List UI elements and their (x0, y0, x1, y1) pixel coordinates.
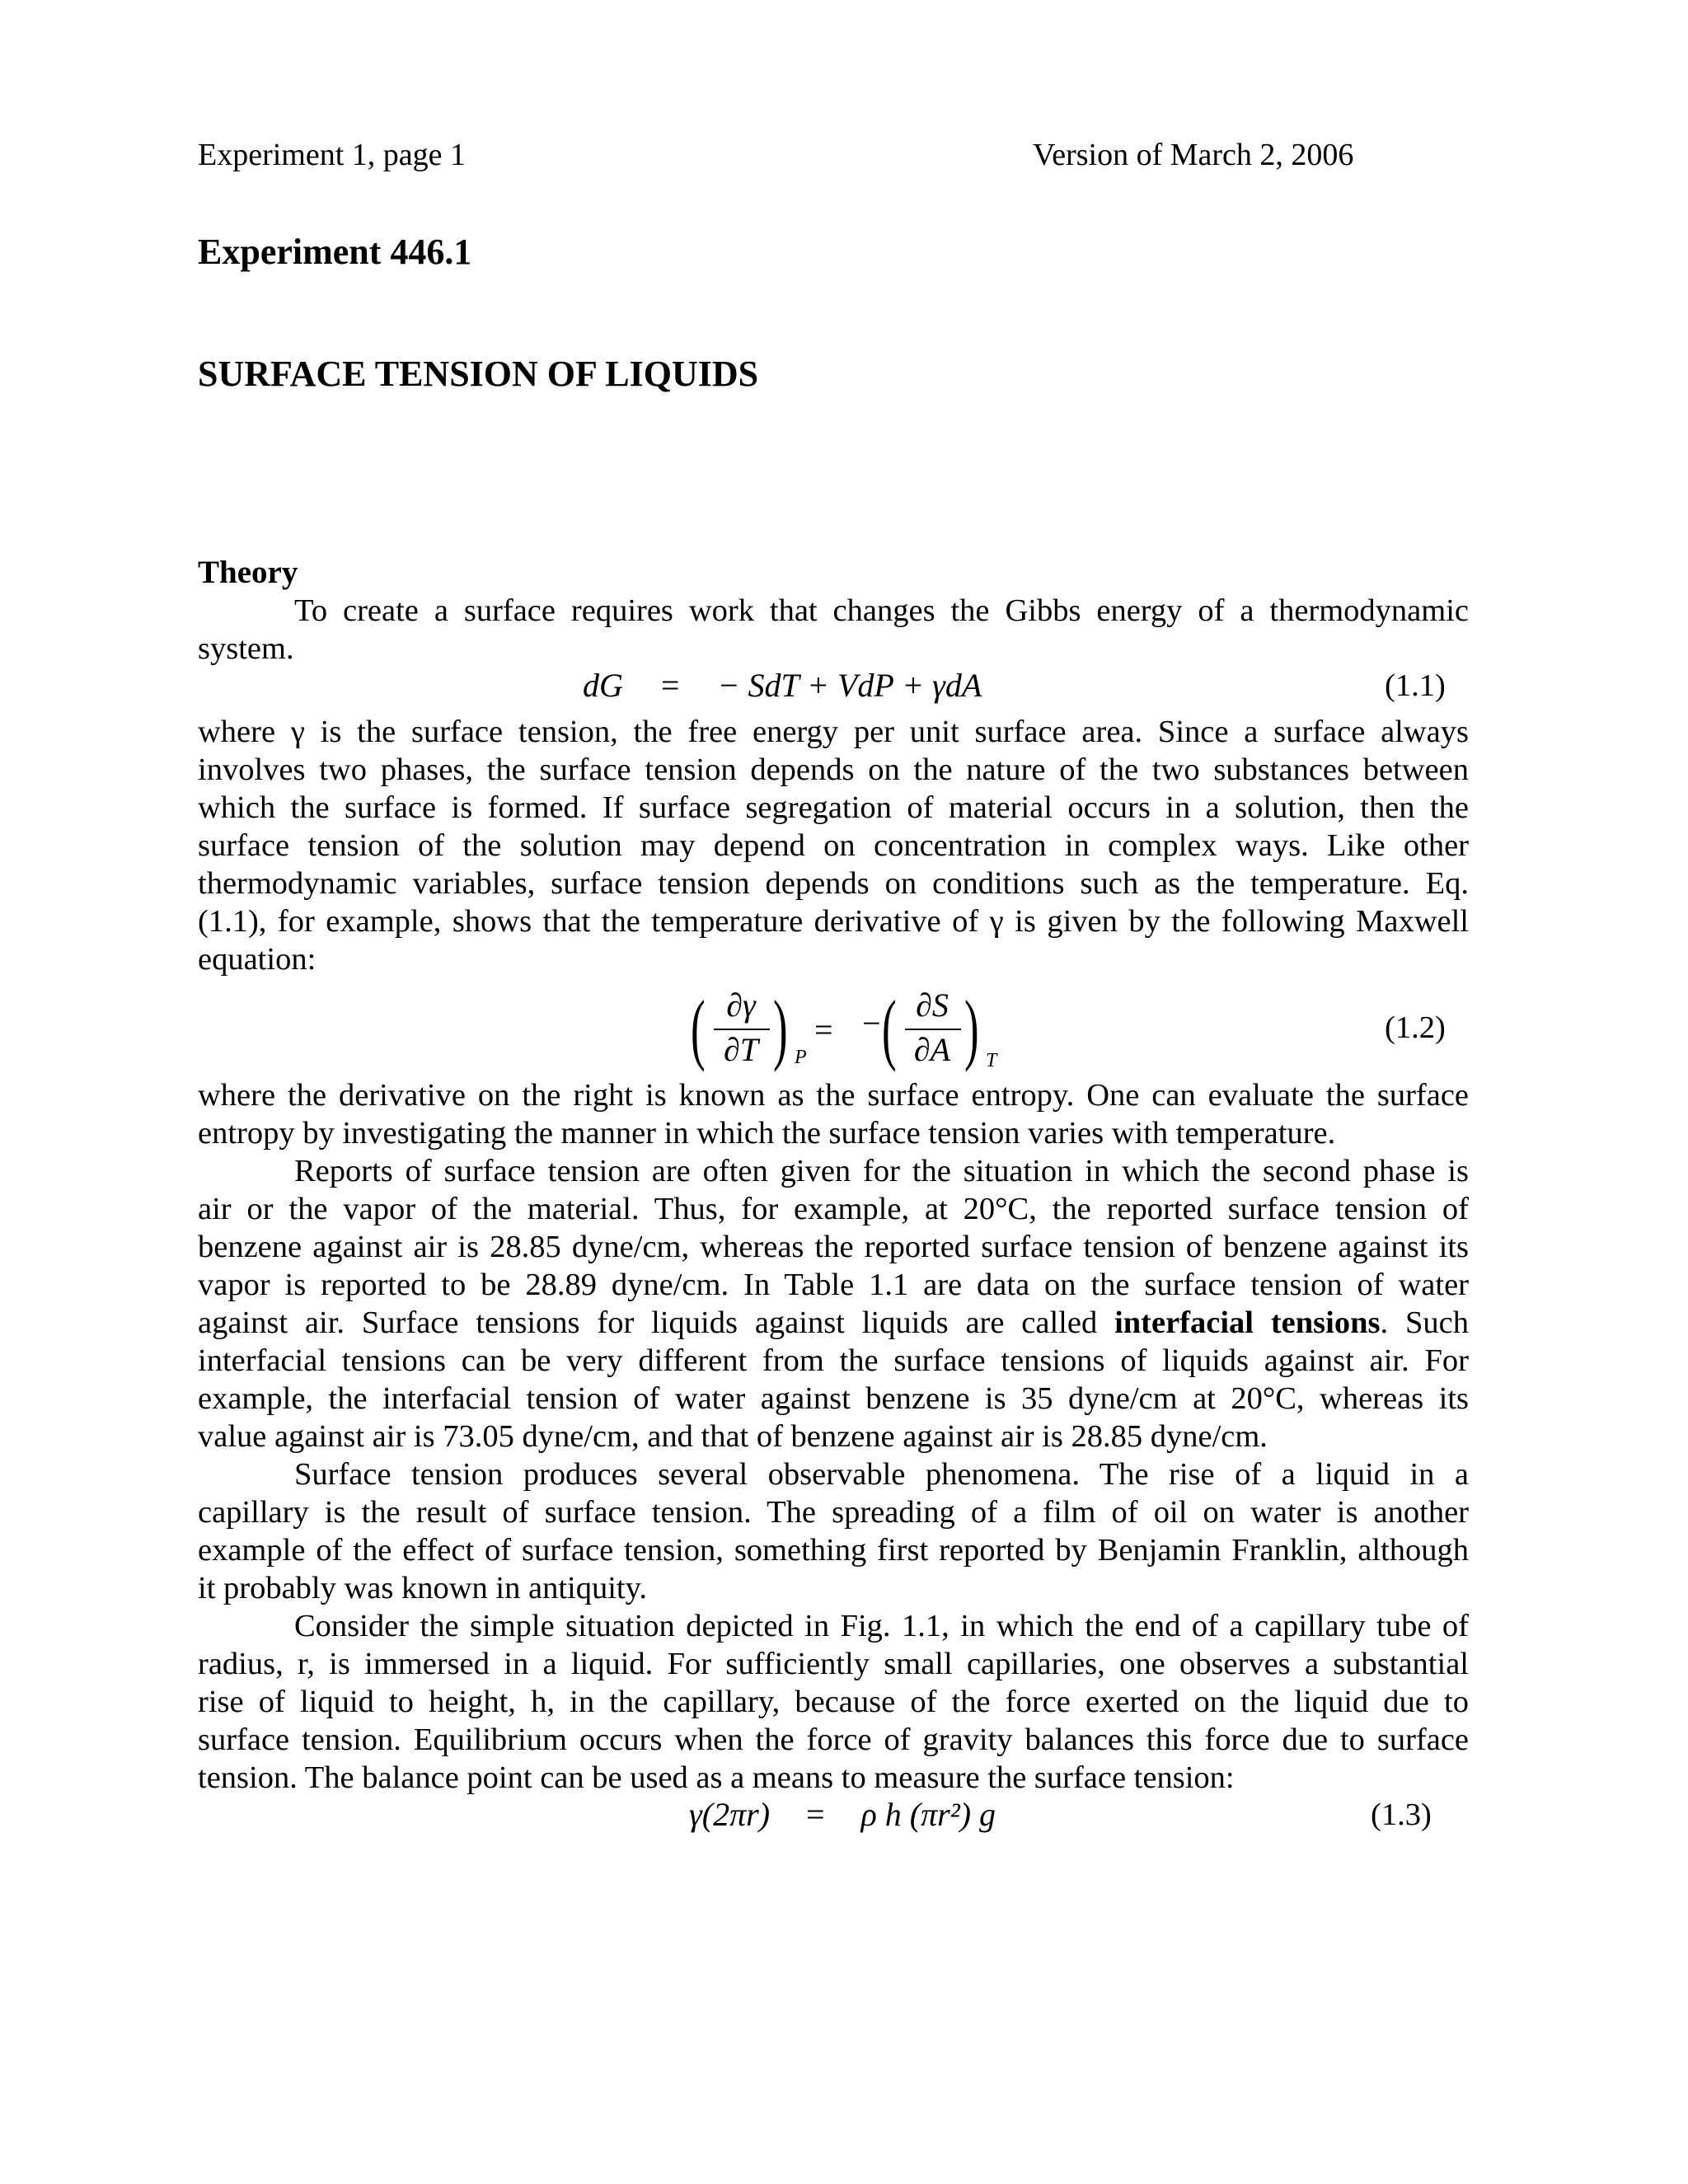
paren-close-icon: ) (964, 984, 979, 1072)
eq-equals: = (806, 1796, 825, 1833)
paragraph-line: which the surface is formed. If surface segregation of material occurs in a solution, then the (198, 790, 1469, 825)
paragraph-line: surface tension of the solution may depend on concentration in complex ways. Like other (198, 828, 1469, 863)
text-span: against air. Surface tensions for liquids against liquids are called (198, 1305, 1115, 1340)
paragraph-line: tension. The balance point can be used as a means to measure the surface tension: (198, 1760, 1235, 1795)
paragraph-4 (198, 1152, 1469, 1455)
paragraph-5 (198, 1455, 1469, 1607)
paragraph-line: example of the effect of surface tension, something first reported by Benjamin Franklin, although (198, 1533, 1469, 1568)
paragraph-6 (198, 1607, 1469, 1797)
text-span: . Such (1380, 1305, 1469, 1340)
paragraph-line: surface tension. Equilibrium occurs when the force of gravity balances this force due to surface (198, 1722, 1469, 1757)
document-title: SURFACE TENSION OF LIQUIDS (198, 354, 759, 394)
section-heading-theory: Theory (198, 555, 298, 590)
eq-equals: = (814, 1011, 833, 1048)
paragraph-line: capillary is the result of surface tension. The spreading of a film of oil on water is another (198, 1495, 1469, 1530)
paragraph-line (198, 1304, 1469, 1342)
paragraph-line: air or the vapor of the material. Thus, for example, at 20°C, the reported surface tension of (198, 1192, 1469, 1226)
rhs-numerator: ∂S (916, 987, 949, 1024)
lhs-denominator: ∂T (723, 1031, 758, 1068)
paragraph-line: interfacial tensions can be very different from the surface tensions of liquids against air. For (198, 1343, 1469, 1378)
paren-close-icon: ) (773, 984, 788, 1072)
paragraph-line: benzene against air is 28.85 dyne/cm, whereas the reported surface tension of benzene against its (198, 1230, 1469, 1264)
eq-lhs: γ(2πr) (689, 1796, 771, 1833)
paren-open-icon: ( (882, 984, 897, 1072)
eq-lhs: dG (583, 667, 623, 704)
paragraph-line: value against air is 73.05 dyne/cm, and that of benzene against air is 28.85 dyne/cm. (198, 1419, 1268, 1454)
equation-number: (1.1) (1385, 668, 1446, 703)
eq-equals: = (660, 667, 680, 704)
paragraph-line: it probably was known in antiquity. (198, 1571, 647, 1605)
paren-open-icon: ( (691, 984, 706, 1072)
eq-rhs: ρ h (πr²) g (860, 1796, 996, 1833)
equation-number: (1.3) (1371, 1797, 1432, 1832)
paragraph-1 (198, 592, 1469, 668)
paragraph-line: To create a surface requires work that changes the Gibbs energy of a thermodynamic (294, 593, 1469, 628)
eq-minus: − (862, 1005, 881, 1042)
paragraph-line: entropy by investigating the manner in which the surface tension varies with temperature. (198, 1116, 1336, 1151)
rhs-subscript: T (986, 1050, 997, 1071)
paragraph-line: radius, r, is immersed in a liquid. For sufficiently small capillaries, one observes a substantial (198, 1647, 1469, 1681)
header-left: Experiment 1, page 1 (198, 138, 467, 172)
paragraph-line: where the derivative on the right is known as the surface entropy. One can evaluate the surface (198, 1078, 1469, 1113)
paragraph-line: where γ is the surface tension, the free energy per unit surface area. Since a surface always (198, 715, 1469, 749)
bold-term: interfacial tensions (1114, 1305, 1381, 1340)
lhs-numerator: ∂γ (726, 987, 756, 1024)
equation-1-3 (689, 1795, 996, 1834)
paragraph-line: system. (198, 631, 294, 666)
paragraph-3 (198, 1076, 1469, 1152)
paragraph-line: Surface tension produces several observable phenomena. The rise of a liquid in a (294, 1457, 1469, 1492)
paragraph-line: involves two phases, the surface tension depends on the nature of the two substances between (198, 752, 1469, 787)
lhs-subscript: P (795, 1047, 807, 1068)
paragraph-line: Reports of surface tension are often given for the situation in which the second phase is (294, 1154, 1469, 1188)
paragraph-line: example, the interfacial tension of water against benzene is 35 dyne/cm at 20°C, whereas its (198, 1381, 1469, 1416)
paragraph-line: Consider the simple situation depicted in Fig. 1.1, in which the end of a capillary tube of (294, 1609, 1469, 1643)
eq-rhs: − SdT + VdP + γdA (717, 667, 982, 704)
paragraph-line: (1.1), for example, shows that the temperature derivative of γ is given by the following Maxwell (198, 904, 1469, 939)
paragraph-line: vapor is reported to be 28.89 dyne/cm. In Table 1.1 are data on the surface tension of water (198, 1268, 1469, 1302)
paragraph-line: rise of liquid to height, h, in the capillary, because of the force exerted on the liquid due to (198, 1685, 1469, 1719)
paragraph-2 (198, 713, 1469, 978)
paragraph-line: thermodynamic variables, surface tension depends on conditions such as the temperature. Eq. (198, 866, 1469, 901)
experiment-title: Experiment 446.1 (198, 232, 472, 272)
equation-number: (1.2) (1385, 1010, 1446, 1045)
paragraph-line: equation: (198, 942, 316, 977)
rhs-denominator: ∂A (913, 1031, 951, 1068)
header-right: Version of March 2, 2006 (1033, 138, 1354, 172)
equation-1-1 (583, 666, 982, 705)
